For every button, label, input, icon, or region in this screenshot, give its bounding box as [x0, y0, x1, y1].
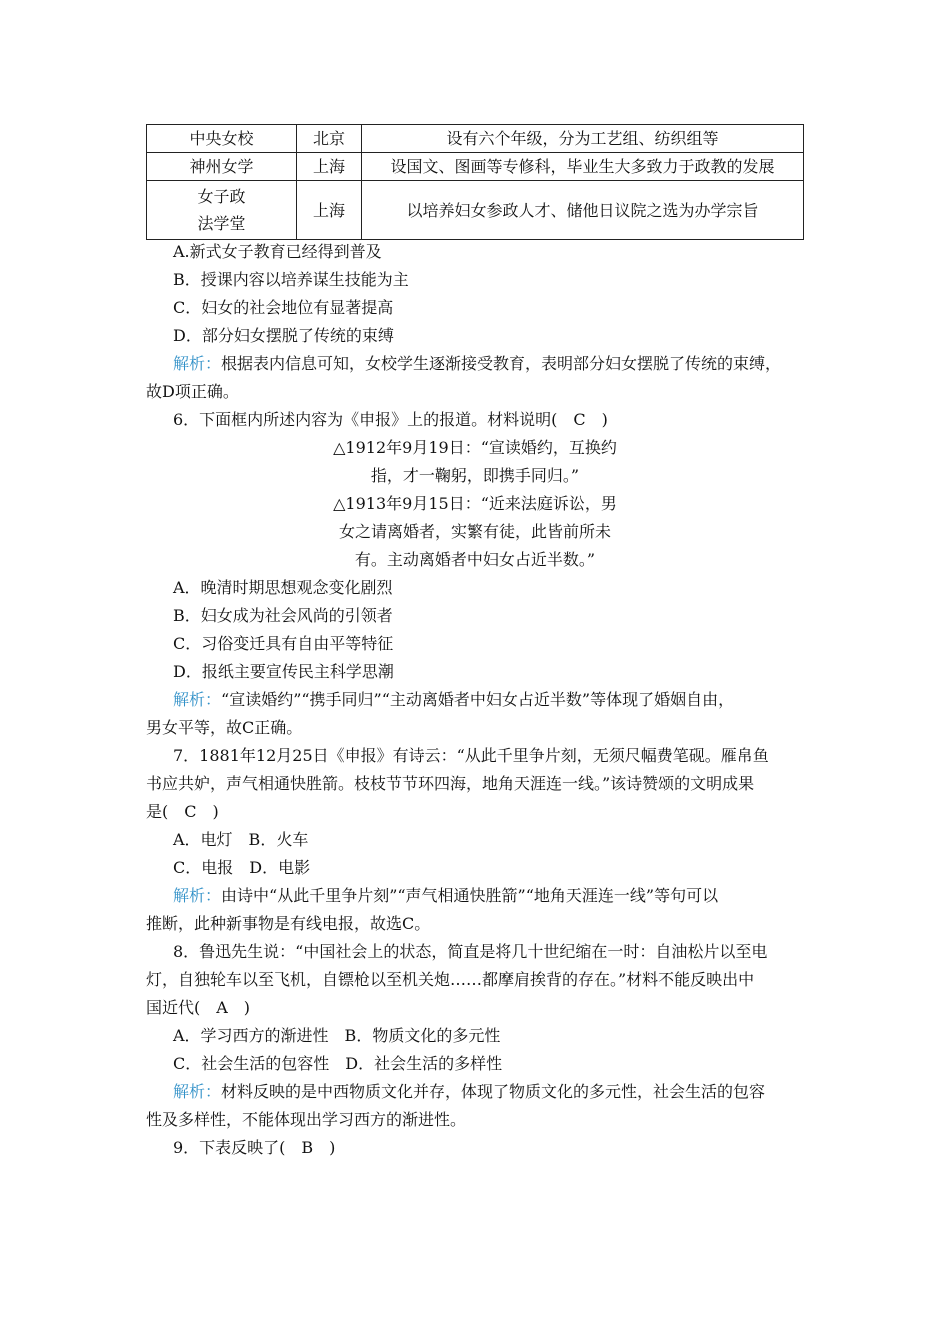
- analysis-label: 解析：: [173, 886, 222, 905]
- analysis: [146, 686, 853, 714]
- option: D．部分妇女摆脱了传统的束缚: [173, 326, 394, 345]
- option: C．电报 D．电影: [173, 858, 311, 877]
- analysis-continued: 故D项正确。: [146, 382, 239, 401]
- analysis: [146, 350, 853, 378]
- analysis-continued: 男女平等，故C正确。: [146, 718, 303, 737]
- quote-line: 有。主动离婚者中妇女占近半数。”: [354, 550, 596, 569]
- quote-line: 指，才一鞠躬，即携手同归。”: [370, 466, 580, 485]
- table-cell: 北京: [297, 125, 362, 153]
- analysis-continued: 推断，此种新事物是有线电报，故选C。: [146, 914, 431, 933]
- analysis-label: 解析：: [173, 354, 222, 373]
- question-stem: 6．下面框内所述内容为《申报》上的报道。材料说明( C ): [173, 410, 608, 429]
- option: C．习俗变迁具有自由平等特征: [173, 634, 394, 653]
- analysis-text: “宣读婚约”“携手同归”“主动离婚者中妇女占近半数”等体现了婚姻自由，: [221, 690, 735, 709]
- question-stem: 9．下表反映了( B ): [173, 1138, 336, 1157]
- question-stem-continued: 书应共妒，声气相通快胜箭。枝枝节节环四海，地角天涯连一线。”该诗赞颂的文明成果: [146, 774, 755, 793]
- option: A．学习西方的渐进性 B．物质文化的多元性: [173, 1026, 501, 1045]
- analysis-label: 解析：: [173, 1082, 222, 1101]
- question-stem-continued: 国近代( A ): [146, 998, 251, 1017]
- analysis-label: 解析：: [173, 690, 222, 709]
- question-stem: 8．鲁迅先生说：“中国社会上的状态，简直是将几十世纪缩在一时：自油松片以至电: [173, 942, 768, 961]
- option: A．晚清时期思想观念变化剧烈: [173, 578, 393, 597]
- cell-line: 女子政: [197, 187, 246, 206]
- question-stem-continued: 是( C ): [146, 802, 219, 821]
- option: B．妇女成为社会风尚的引领者: [173, 606, 393, 625]
- analysis-text: 根据表内信息可知，女校学生逐渐接受教育，表明部分妇女摆脱了传统的束缚，: [221, 354, 782, 373]
- question-stem: 7．1881年12月25日《申报》有诗云：“从此千里争片刻，无须尺幅费笔砚。雁帛鱼: [173, 746, 769, 765]
- schools-table: [146, 124, 804, 240]
- cell-line: 法学堂: [197, 214, 246, 233]
- table-cell: 设有六个年级，分为工艺组、纺织组等: [362, 125, 804, 153]
- analysis: [146, 882, 853, 910]
- option: C．社会生活的包容性 D．社会生活的多样性: [173, 1054, 503, 1073]
- quote-line: △1913年9月15日：“近来法庭诉讼，男: [333, 494, 617, 513]
- analysis-text: 材料反映的是中西物质文化并存，体现了物质文化的多元性，社会生活的包容: [221, 1082, 766, 1101]
- option: C．妇女的社会地位有显著提高: [173, 298, 394, 317]
- question-stem-continued: 灯，自独轮车以至飞机，自镖枪以至机关炮……都摩肩挨背的存在。”材料不能反映出中: [146, 970, 755, 989]
- table-row: [147, 181, 804, 240]
- table-cell: 神州女学: [147, 153, 297, 181]
- table-cell: 以培养妇女参政人才、储他日议院之选为办学宗旨: [362, 181, 804, 240]
- quote-line: △1912年9月19日：“宣读婚约，互换约: [333, 438, 617, 457]
- analysis-text: 由诗中“从此千里争片刻”“声气相通快胜箭”“地角天涯连一线”等句可以: [221, 886, 719, 905]
- table-cell: 上海: [297, 181, 362, 240]
- analysis: [146, 1078, 853, 1106]
- table-cell: 上海: [297, 153, 362, 181]
- option: A．电灯 B．火车: [173, 830, 309, 849]
- table-row: [147, 125, 804, 153]
- option: A.新式女子教育已经得到普及: [173, 242, 382, 261]
- option: D．报纸主要宣传民主科学思潮: [173, 662, 394, 681]
- option: B．授课内容以培养谋生技能为主: [173, 270, 409, 289]
- table-cell: 设国文、图画等专修科，毕业生大多致力于政教的发展: [362, 153, 804, 181]
- table-cell: 中央女校: [147, 125, 297, 153]
- table-cell: [147, 181, 297, 240]
- quote-line: 女之请离婚者，实繁有徒，此皆前所未: [338, 522, 611, 541]
- analysis-continued: 性及多样性，不能体现出学习西方的渐进性。: [146, 1110, 467, 1129]
- table-row: [147, 153, 804, 181]
